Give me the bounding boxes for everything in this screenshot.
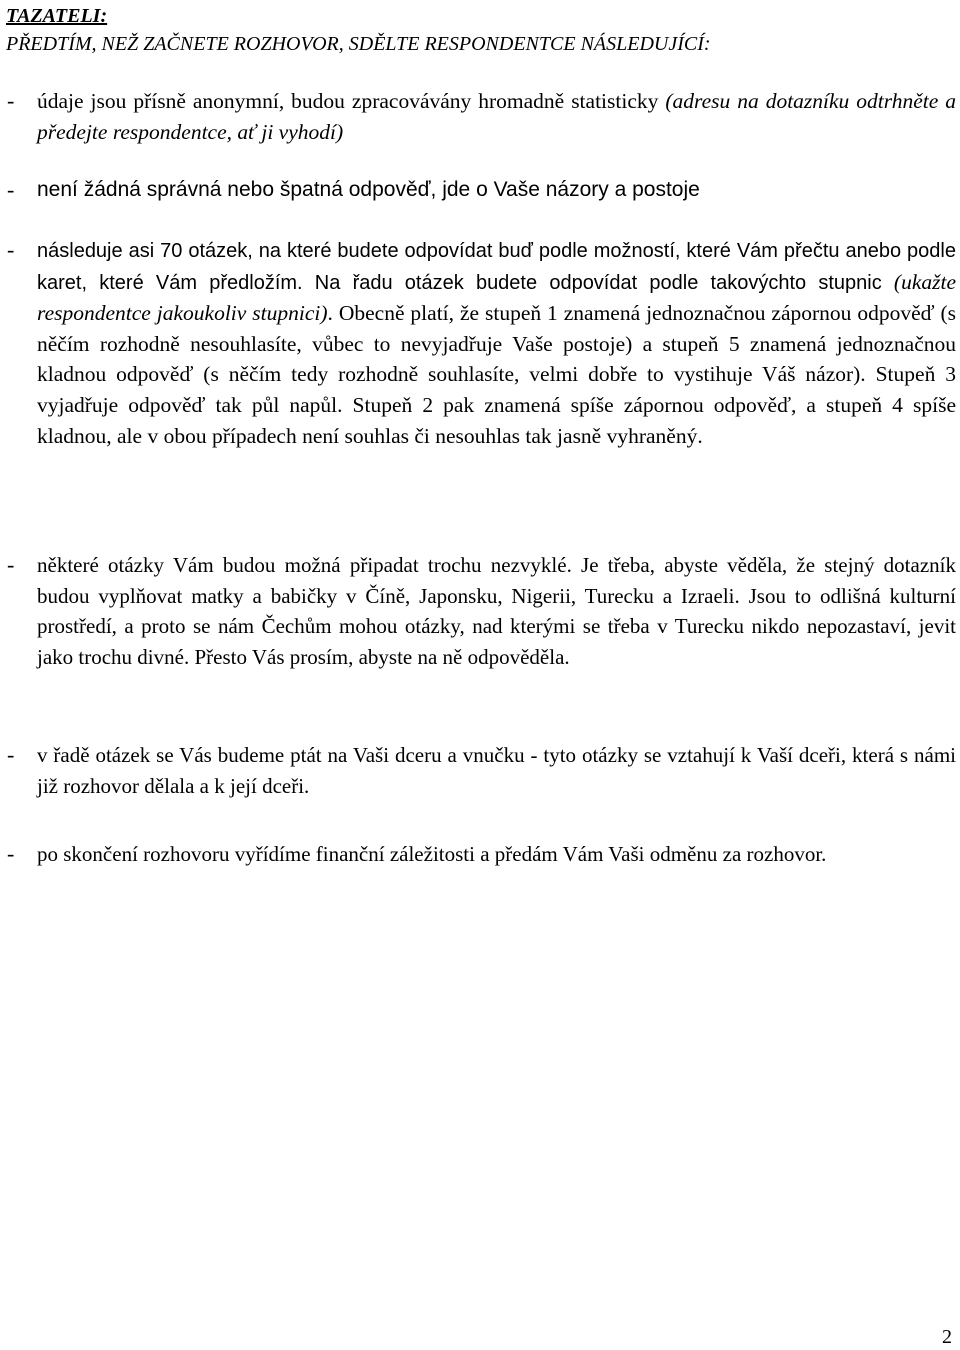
list-bullet: -	[7, 237, 15, 262]
list-bullet: -	[7, 742, 15, 767]
list-bullet: -	[7, 177, 15, 202]
list-bullet: -	[7, 552, 15, 577]
list-item-text: není žádná správná nebo špatná odpověď, jde o Vaše názory a postoje	[37, 178, 700, 201]
list-bullet: -	[7, 88, 15, 113]
list-item-text: po skončení rozhovoru vyřídíme finanční záležitosti a předám Vám Vaši odměnu za rozhovor.	[37, 842, 827, 866]
item-text-part: .	[327, 301, 339, 326]
header-title: TAZATELI:	[6, 5, 108, 27]
list-item-text	[37, 235, 956, 451]
instructions-header	[6, 2, 711, 58]
list-bullet: -	[7, 841, 15, 866]
list-item-text: v řadě otázek se Vás budeme ptát na Vaši dceru a vnučku - tyto otázky se vztahují k Vaší dceři, která s námi již rozhovor dělala a k její dceři.	[37, 743, 956, 798]
page-number: 2	[942, 1326, 952, 1348]
item-text-part: údaje jsou přísně anonymní, budou zpracovávány hromadně statisticky	[37, 89, 666, 113]
item-text-part: následuje asi 70 otázek, na které budete odpovídat buď podle možností, které Vám přečtu anebo podle karet, které Vám předložím. Na řadu otázek budete odpovídat podle takovýchto stupnic	[37, 240, 956, 294]
list-item-text	[37, 86, 956, 147]
item-text-part: Obecně platí, že stupeň 1 znamená jednoznačnou zápornou odpověď (s něčím rozhodně nesouhlasíte, vůbec to nevyjadřuje Vaše postoje) a stupeň 5 znamená jednoznačnou kladnou odpověď (s něčím tedy rozhodně souhlasíte, velmi dobře to vystihuje Váš názor). Stupeň 3 vyjadřuje odpověď tak půl napůl. Stupeň 2 pak znamená spíše zápornou odpověď, a stupeň 4 spíše kladnou, ale v obou případech není souhlas či nesouhlas tak jasně vyhraněný.	[37, 301, 957, 448]
list-item-text: některé otázky Vám budou možná připadat trochu nezvyklé. Je třeba, abyste věděla, že stejný dotazník budou vyplňovat matky a babičky v Číně, Japonsku, Nigerii, Turecku a Izraeli. Jsou to odlišná kulturní prostředí, a proto se nám Čechům mohou otázky, nad kterými se třeba v Turecku nikdo nepozastaví, jevit jako trochu divné. Přesto Vás prosím, abyste na ně odpověděla.	[37, 553, 956, 669]
item-italic-note: (ukažte respondentce jakoukoliv stupnici)	[37, 269, 956, 326]
header-subtitle: PŘEDTÍM, NEŽ ZAČNETE ROZHOVOR, SDĚLTE RESPONDENTCE NÁSLEDUJÍCÍ:	[6, 33, 711, 55]
item-italic-note: (adresu na dotazníku odtrhněte a předejte respondentce, ať ji vyhodí)	[37, 89, 956, 144]
